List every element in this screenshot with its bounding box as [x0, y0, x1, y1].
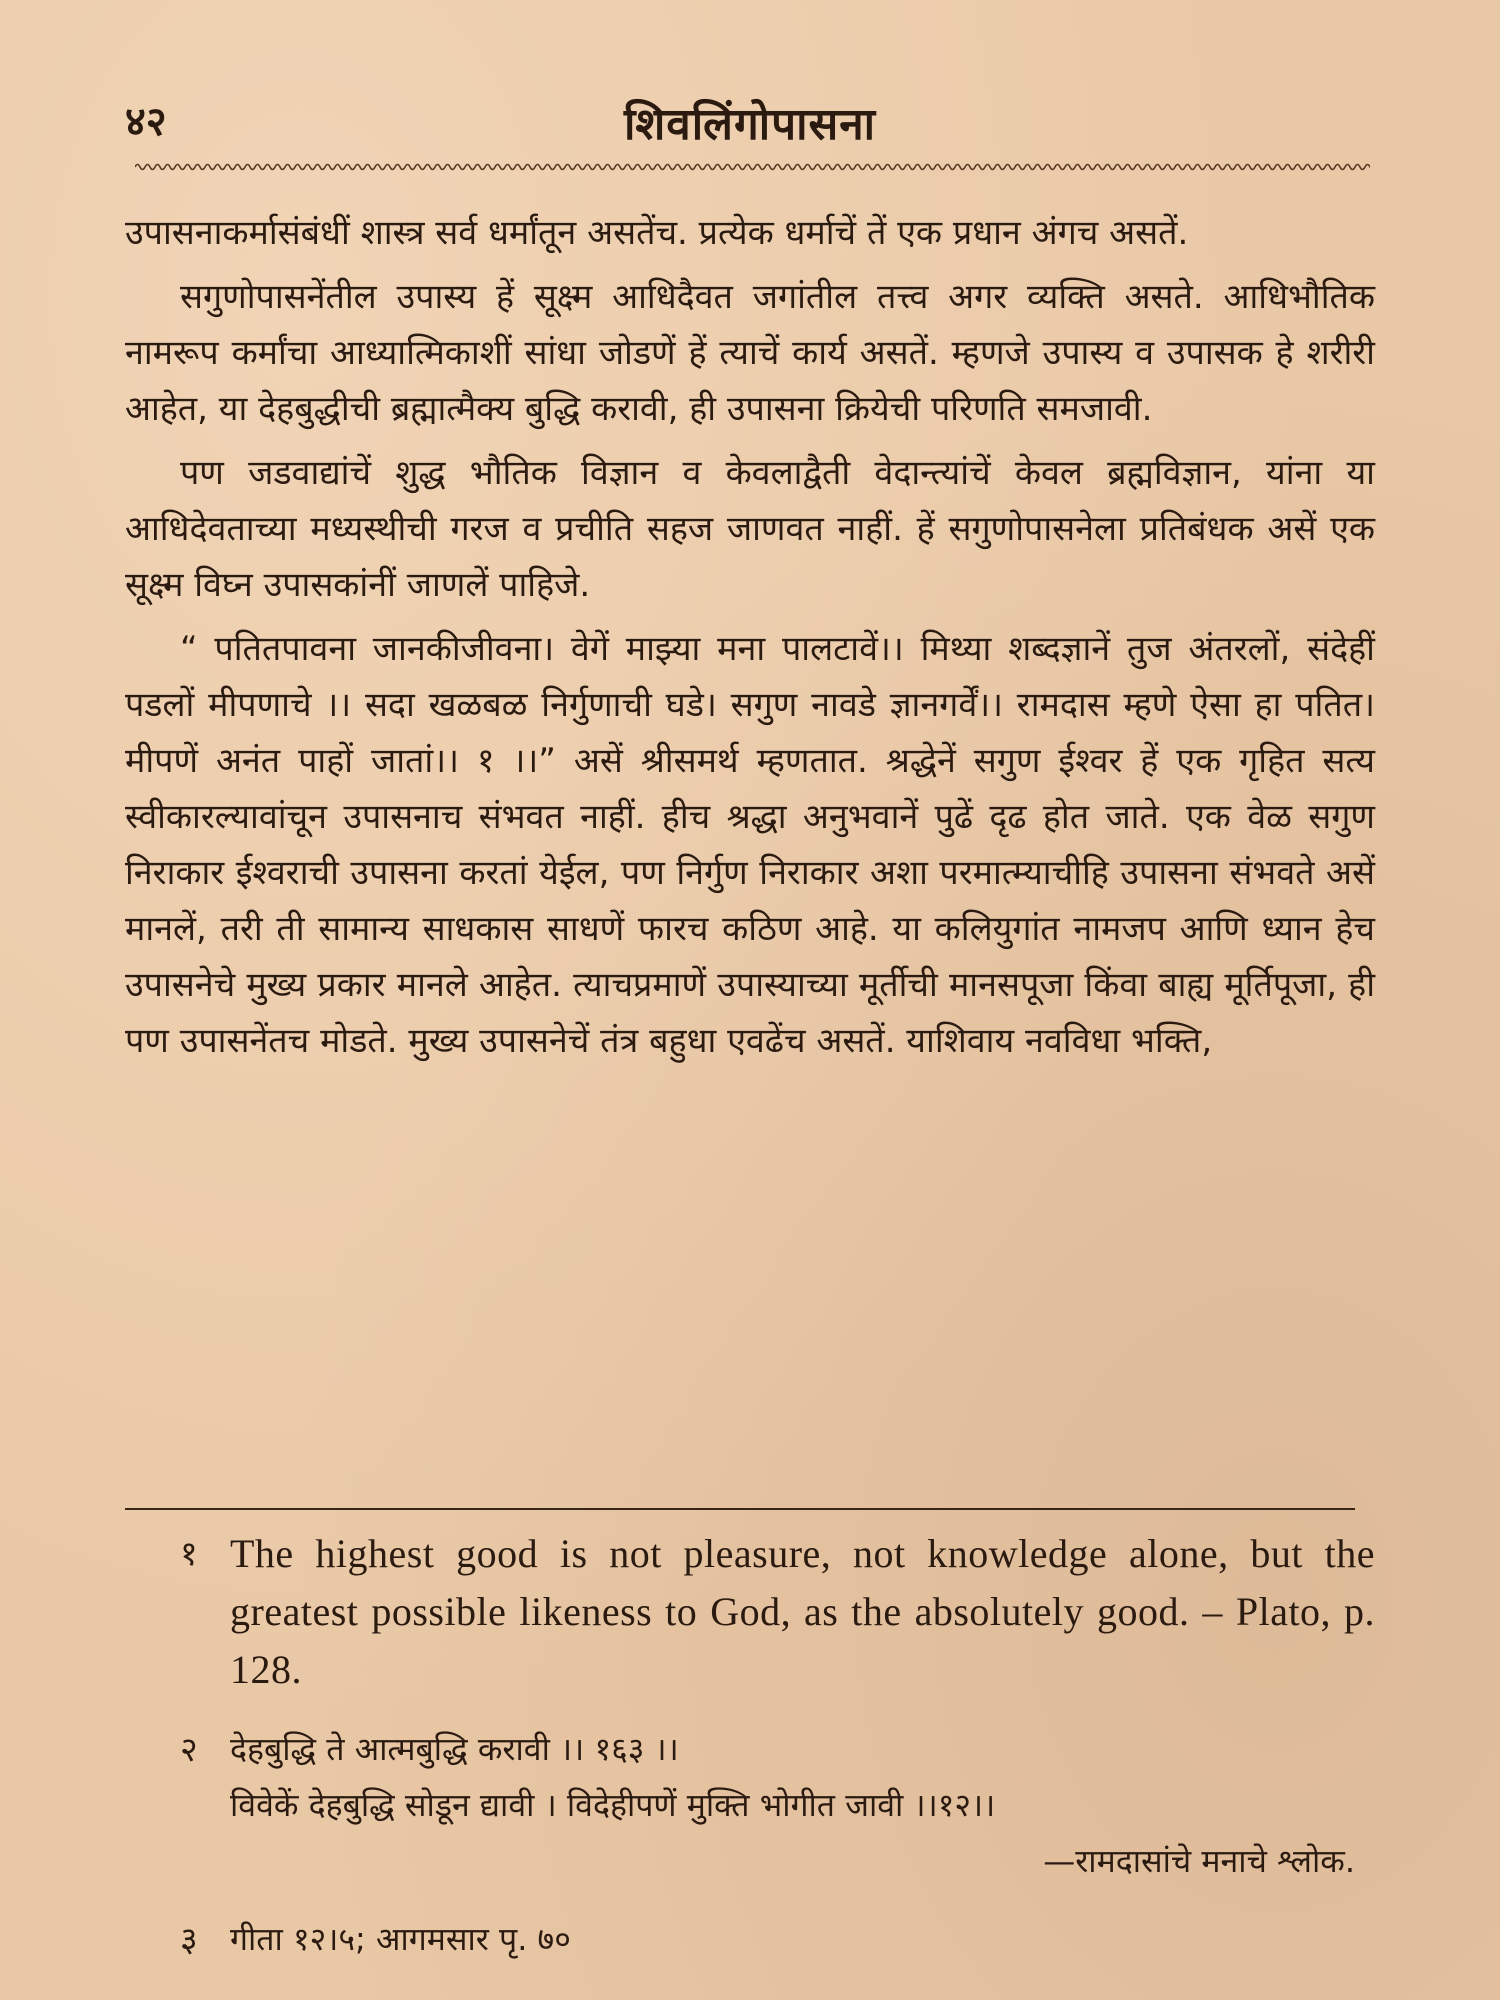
footnote [125, 1525, 1375, 1699]
page-number: ४२ [125, 99, 167, 145]
footnote-mark: १ [180, 1534, 198, 1574]
footnote-mark: २ [180, 1730, 198, 1770]
running-title: शिवलिंगोपासना [623, 99, 877, 150]
footnotes [125, 1525, 1375, 1991]
footnote-separator [125, 1508, 1355, 1510]
footnote-attribution: —रामदासांचे मनाचे श्लोक. [1043, 1842, 1355, 1880]
footnote-text: गीता १२।५; आगमसार पृ. ७० [230, 1920, 571, 1958]
footnote-mark: ३ [180, 1920, 198, 1960]
paragraph: सगुणोपासनेंतील उपास्य हें सूक्ष्म आधिदैवत जगांतील तत्त्व अगर व्यक्ति असते. आधिभौतिक नामरूप कर्मांचा आध्यात्मिकाशीं सांधा जोडणें हें त्याचें कार्य असतें. म्हणजे उपास्य व उपासक हे शरीरी आहेत, या देहबुद्धीची ब्रह्मात्मैक्य बुद्धि करावी, ही उपासना क्रियेची परिणति समजावी. [125, 277, 1375, 429]
main-text [125, 205, 1375, 1077]
paragraph: “ पतितपावना जानकीजीवना। वेगें माझ्या मना पालटावें।। मिथ्या शब्दज्ञानें तुज अंतरलों, संदेहीं पडलों मीपणाचे ।। सदा खळबळ निर्गुणाची घडे। सगुण नावडे ज्ञानगर्वें।। रामदास म्हणे ऐसा हा पतित। मीपणें अनंत पाहों जातां।। १ ।।” असें श्रीसमर्थ म्हणतात. श्रद्धेनें सगुण ईश्वर हें एक गृहित सत्य स्वीकारल्यावांचून उपासनाच संभवत नाहीं. हीच श्रद्धा अनुभवानें पुढें दृढ होत जाते. एक वेळ सगुण निराकार ईश्वराची उपासना करतां येईल, पण निर्गुण निराकार अशा परमात्म्याचीहि उपासना संभवते असें मानलें, तरी ती सामान्य साधकास साधणें फारच कठिण आहे. या कलियुगांत नामजप आणि ध्यान हेच उपासनेचे मुख्य प्रकार मानले आहेत. त्याचप्रमाणें उपास्याच्या मूर्तीची मानसपूजा किंवा बाह्य मूर्तिपूजा, ही पण उपासनेंतच मोडते. मुख्य उपासनेचें तंत्र बहुधा एवढेंच असतें. याशिवाय नवविधा भक्ति, [125, 629, 1375, 1061]
footnote-text: The highest good is not pleasure, not knowledge alone, but the greatest possible likeness to God, as the absolutely good. – Plato, p. 128. [230, 1531, 1375, 1692]
header-wavy-rule [135, 160, 1370, 174]
paragraph: उपासनाकर्मासंबंधीं शास्त्र सर्व धर्मांतून असतेंच. प्रत्येक धर्माचें तें एक प्रधान अंगच असतें. [125, 213, 1189, 253]
footnote-text: विवेकें देहबुद्धि सोडून द्यावी । विदेहीपणें मुक्ति भोगीत जावी ।।१२।। [230, 1786, 996, 1824]
footnote-text: देहबुद्धि ते आत्मबुद्धि करावी ।। १६३ ।। [230, 1730, 679, 1768]
page-header [125, 92, 1375, 162]
paragraph: पण जडवाद्यांचें शुद्ध भौतिक विज्ञान व केवलाद्वैती वेदान्त्यांचें केवल ब्रह्मविज्ञान, यांना या आधिदेवताच्या मध्यस्थीची गरज व प्रचीति सहज जाणवत नाहीं. हें सगुणोपासनेला प्रतिबंधक असें एक सूक्ष्म विघ्न उपासकांनीं जाणलें पाहिजे. [125, 453, 1375, 605]
footnote [125, 1721, 1375, 1889]
footnote [125, 1911, 1375, 1969]
